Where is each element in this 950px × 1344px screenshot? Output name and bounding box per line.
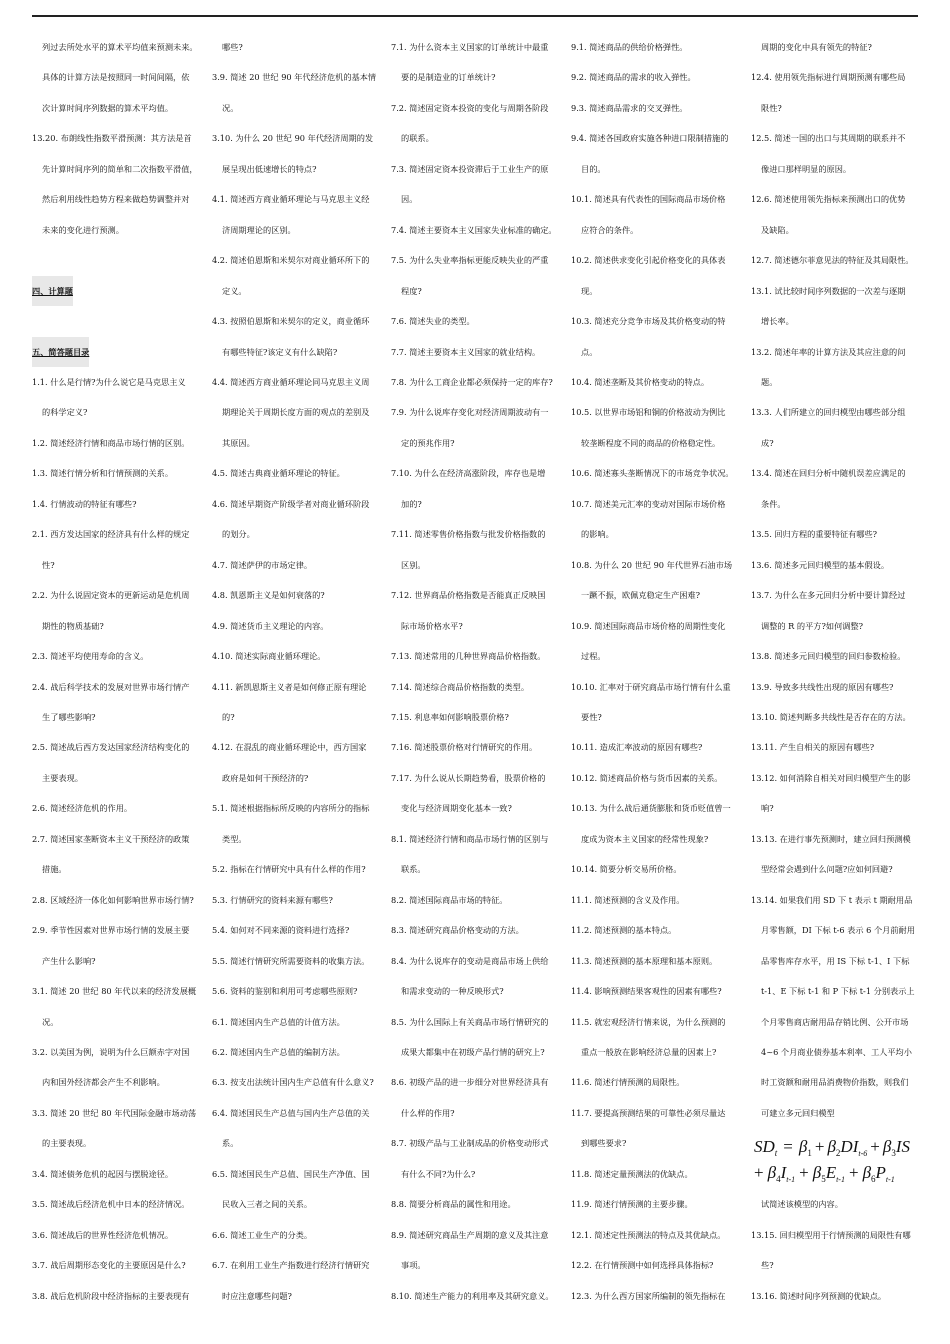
text-line: 定义。 (222, 285, 247, 296)
blank-line (32, 245, 206, 275)
text-line: 13.7. 为什么在多元回归分析中要计算经过 (751, 590, 906, 601)
text-line: 目的。 (581, 163, 606, 174)
text-line: 联系。 (401, 864, 426, 875)
text-line: 要性? (581, 711, 602, 722)
text-line: 的划分。 (222, 529, 255, 540)
section-heading (32, 276, 206, 306)
text-line: 济周期理论的区别。 (222, 224, 296, 235)
text-line: 的影响。 (581, 529, 614, 540)
text-line: 13.4. 简述在回归分析中随机误差应满足的 (751, 468, 906, 479)
text-line: 7.7. 简述主要资本主义国家的就业结构。 (391, 346, 541, 357)
text-line: 和需求变动的一种反映形式? (401, 986, 504, 997)
column-3 (391, 32, 563, 1311)
column-2 (212, 32, 384, 1311)
text-line: 响? (761, 803, 774, 814)
text-line: 12.4. 使用领先指标进行周期预测有哪些局 (751, 72, 906, 83)
text-line: 7.5. 为什么失业率指标更能反映失业的严重 (391, 255, 549, 266)
text-line: t-1、E 下标 t-1 和 P 下标 t-1 分别表示上 (761, 986, 915, 997)
text-line: 内和国外经济都会产生不利影响。 (42, 1077, 165, 1088)
text-line: 10.1. 简述具有代表性的国际商品市场价格 (571, 194, 726, 205)
text-line: 7.2. 简述固定资本投资的变化与周期各阶段 (391, 102, 549, 113)
text-line: 些? (761, 1260, 774, 1271)
text-line: 2.3. 简述平均使用寿命的含义。 (32, 651, 149, 662)
text-line: 8.4. 为什么说库存的变动是商品市场上供给 (391, 955, 549, 966)
text-line: 系。 (222, 1138, 239, 1149)
text-line: 9.3. 简述商品需求的交叉弹性。 (571, 102, 688, 113)
text-line: 10.8. 为什么 20 世纪 90 年代世界石油市场 (571, 559, 733, 570)
text-line: 主要表现。 (42, 772, 83, 783)
text-line: 然后利用线性趋势方程来做趋势调整并对 (42, 194, 190, 205)
text-line: 增长率。 (761, 316, 794, 327)
text-line: 11.1. 简述预测的含义及作用。 (571, 894, 685, 905)
text-line: 13.1. 试比较时间序列数据的一次差与逐期 (751, 285, 906, 296)
column-5 (751, 32, 921, 1311)
section-heading (32, 337, 206, 367)
text-line: 11.2. 简述预测的基本特点。 (571, 925, 677, 936)
text-line: 题。 (761, 376, 778, 387)
text-line: 际市场价格水平? (401, 620, 463, 631)
text-line: 5.1. 简述根据指标所反映的内容所分的指标 (212, 803, 370, 814)
svg-text:+β4It-1+β5Et-1+β6Pt-1: + $\beta_4I_{t-1} + \beta_5E_{t-1} + \beta_6P_{t-1}$ (754, 1163, 895, 1184)
text-line: 重点一般放在影响经济总量的因素上? (581, 1046, 717, 1057)
text-line: 有哪些特征?该定义有什么缺陷? (222, 346, 338, 357)
text-line: 4.7. 简述萨伊的市场定律。 (212, 559, 313, 570)
text-line: 民收入三者之间的关系。 (222, 1199, 313, 1210)
blank-line (32, 306, 206, 336)
text-line: 6.7. 在利用工业生产指数进行经济行情研究 (212, 1260, 370, 1271)
text-line: 度成为资本主义国家的经常性现象? (581, 833, 709, 844)
text-line: 10.4. 简述垄断及其价格变动的特点。 (571, 376, 710, 387)
text-line: 1.2. 简述经济行情和商品市场行情的区别。 (32, 437, 190, 448)
text-line: 程度? (401, 285, 422, 296)
text-line: 展呈现出低速增长的特点? (222, 163, 317, 174)
text-line: 5.4. 如何对不同来源的资料进行选择? (212, 925, 350, 936)
text-line: 9.2. 简述商品的需求的收入弹性。 (571, 72, 696, 83)
text-line: 次计算时间序列数据的算术平均值。 (42, 102, 174, 113)
text-line: 时工资额和耐用品消费物价指数，则我们 (761, 1077, 909, 1088)
text-line: 周期的变化中具有领先的特征? (761, 42, 872, 52)
text-line: 的主要表现。 (42, 1138, 92, 1149)
text-line: 8.2. 简述国际商品市场的特征。 (391, 894, 508, 905)
text-line: 6.5. 简述国民生产总值、国民生产净值、国 (212, 1168, 370, 1179)
text-line: 4.3. 按照伯恩斯和米契尔的定义，商业循环 (212, 316, 370, 327)
text-line: 6.1. 简述国内生产总值的计值方法。 (212, 1016, 345, 1027)
text-line: 10.10. 汇率对于研究商品市场行情有什么重 (571, 681, 731, 692)
text-line: 13.11. 产生自相关的原因有哪些? (751, 742, 875, 753)
text-line: 13.15. 回归模型用于行情预测的局限性有哪 (751, 1229, 911, 1240)
text-line: 条件。 (761, 498, 786, 509)
text-line: 11.3. 简述预测的基本原理和基本原则。 (571, 955, 718, 966)
text-line: 8.1. 简述经济行情和商品市场行情的区别与 (391, 833, 549, 844)
text-line: 9.4. 简述各国政府实施各种进口限制措施的 (571, 133, 729, 144)
svg-text:SDt=β1+β2DIt-6+β3IS: $SD_t = \beta_1 + \beta_2DI_{t-6} + \beta_3IS$ (754, 1137, 910, 1158)
text-line: 4~6 个月商业债券基本利率、工人平均小 (761, 1046, 912, 1057)
text-line: 12.2. 在行情预测中如何选择具体指标? (571, 1260, 714, 1271)
text-line: 10.7. 简述美元汇率的变动对国际市场价格 (571, 498, 726, 509)
text-line: 10.11. 造成汇率波动的原因有哪些? (571, 742, 703, 753)
text-line: 点。 (581, 346, 598, 357)
text-line: 10.13. 为什么战后通货膨胀和货币贬值曾一 (571, 803, 731, 814)
text-line: 产生什么影响? (42, 955, 96, 966)
text-line: 月零售额，DI 下标 t-6 表示 6 个月前耐用 (761, 925, 915, 936)
text-line: 12.6. 简述使用领先指标来预测出口的优势 (751, 194, 906, 205)
text-line: 8.9. 简述研究商品生产周期的意义及其注意 (391, 1229, 549, 1240)
section-heading-text: 四、计算题 (32, 276, 73, 306)
text-line: 调整的 R 的平方?如何调整? (761, 620, 864, 631)
text-line: 1.1. 什么是行情?为什么说它是马克思主义 (32, 376, 186, 387)
text-line: 10.14. 简要分析交易所价格。 (571, 864, 682, 875)
text-line: 13.9. 导致多共线性出现的原因有哪些? (751, 681, 894, 692)
text-line: 10.12. 简述商品价格与货币因素的关系。 (571, 772, 723, 783)
text-line: 4.8. 凯恩斯主义是如何衰落的? (212, 590, 325, 601)
text-line: 2.7. 简述国家垄断资本主义干预经济的政策 (32, 833, 190, 844)
text-line: 应符合的条件。 (581, 224, 639, 235)
text-line: 9.1. 简述商品的供给价格弹性。 (571, 42, 688, 52)
text-line: 现。 (581, 285, 598, 296)
text-line: 个月零售商店耐用品存销比例、公开市场 (761, 1016, 909, 1027)
text-line: 12.3. 为什么西方国家所编制的领先指标在 (571, 1290, 726, 1301)
text-line: 13.12. 如何消除自相关对回归模型产生的影 (751, 772, 911, 783)
text-line: 6.2. 简述国内生产总值的编制方法。 (212, 1046, 345, 1057)
column-4 (571, 32, 743, 1311)
text-line: 成? (761, 437, 774, 448)
text-line: 12.5. 简述一国的出口与其周期的联系并不 (751, 133, 906, 144)
text-line: 类型。 (222, 833, 247, 844)
text-line: 7.14. 简述综合商品价格指数的类型。 (391, 681, 530, 692)
text-line: 5.2. 指标在行情研究中具有什么样的作用? (212, 864, 366, 875)
text-line: 过程。 (581, 651, 606, 662)
text-line: 2.8. 区域经济一体化如何影响世界市场行情? (32, 894, 194, 905)
text-line: 10.9. 简述国际商品市场价格的周期性变化 (571, 620, 726, 631)
text-line: 2.5. 简述战后西方发达国家经济结构变化的 (32, 742, 190, 753)
text-line: 政府是如何干预经济的? (222, 772, 309, 783)
text-line: 3.7. 战后周期形态变化的主要原因是什么? (32, 1260, 186, 1271)
text-line: 3.5. 简述战后经济危机中日本的经济情况。 (32, 1199, 190, 1210)
text-line: 什么样的作用? (401, 1107, 455, 1118)
text-line: 3.2. 以美国为例，说明为什么巨额赤字对国 (32, 1046, 190, 1057)
text-line: 4.10. 简述实际商业循环理论。 (212, 651, 326, 662)
text-line: 8.3. 简述研究商品价格变动的方法。 (391, 925, 524, 936)
text-line: 12.1. 简述定性预测法的特点及其优缺点。 (571, 1229, 726, 1240)
text-line: 13.8. 简述多元回归模型的回归参数检验。 (751, 651, 906, 662)
text-line: 13.5. 回归方程的重要特征有哪些? (751, 529, 878, 540)
text-line: 7.1. 为什么资本主义国家的订单统计中最重 (391, 42, 549, 52)
text-line: 10.5. 以世界市场铝和铜的价格波动为例比 (571, 407, 726, 418)
text-line: 2.1. 西方发达国家的经济具有什么样的规定 (32, 529, 190, 540)
text-line: 品零售库存水平，用 IS 下标 t-1、I 下标 (761, 955, 910, 966)
text-line: 况。 (42, 1016, 59, 1027)
text-line: 2.4. 战后科学技术的发展对世界市场行情产 (32, 681, 190, 692)
text-line: 13.10. 简述判断多共线性是否存在的方法。 (751, 711, 911, 722)
text-line: 7.9. 为什么说库存变化对经济周期波动有一 (391, 407, 549, 418)
text-line: 要的是制造业的订单统计? (401, 72, 496, 83)
text-line: 4.6. 简述早期资产阶级学者对商业循环阶段 (212, 498, 370, 509)
text-line: 10.6. 简述寡头垄断情况下的市场竞争状况。 (571, 468, 734, 479)
text-line: 13.2. 简述年率的计算方法及其应注意的问 (751, 346, 906, 357)
text-line: 的? (222, 711, 235, 722)
text-line: 区别。 (401, 559, 426, 570)
text-line: 5.5. 简述行情研究所需要资料的收集方法。 (212, 955, 370, 966)
text-line: 5.6. 资料的鉴别和利用可考虑哪些原则? (212, 986, 358, 997)
text-line: 8.6. 初级产品的进一步细分对世界经济具有 (391, 1077, 549, 1088)
text-line: 生了哪些影响? (42, 711, 96, 722)
text-line: 4.2. 简述伯恩斯和米契尔对商业循环所下的 (212, 255, 370, 266)
text-line: 7.17. 为什么说从长期趋势看，股票价格的 (391, 772, 546, 783)
text-line: 先计算时间序列的简单和二次指数平滑值， (42, 163, 198, 174)
text-line: 性? (42, 559, 55, 570)
text-line: 8.5. 为什么国际上有关商品市场行情研究的 (391, 1016, 549, 1027)
text-line: 因。 (401, 194, 418, 205)
section-heading-text: 五、简答题目录 (32, 337, 89, 367)
text-line: 6.3. 按支出法统计国内生产总值有什么意义? (212, 1077, 374, 1088)
text-line: 2.6. 简述经济危机的作用。 (32, 803, 133, 814)
text-line: 7.8. 为什么工商企业都必须保持一定的库存? (391, 376, 553, 387)
text-line: 3.3. 简述 20 世纪 80 年代国际金融市场动荡 (32, 1107, 197, 1118)
text-line: 及缺陷。 (761, 224, 794, 235)
text-line: 况。 (222, 102, 239, 113)
text-line: 11.7. 要提高预测结果的可靠性必须尽量达 (571, 1107, 726, 1118)
text-line: 一蹶不振，欧佩克稳定生产困难? (581, 590, 701, 601)
text-line: 7.6. 简述失业的类型。 (391, 316, 475, 327)
text-line: 11.5. 就宏观经济行情来说，为什么预测的 (571, 1016, 726, 1027)
text-line: 未来的变化进行预测。 (42, 224, 124, 235)
text-line: 3.8. 战后危机阶段中经济指标的主要表现有 (32, 1290, 190, 1301)
text-line: 4.4. 简述西方商业循环理论同马克思主义周 (212, 376, 370, 387)
regression-formula (752, 1132, 948, 1188)
text-line: 11.4. 影响预测结果客观性的因素有哪些? (571, 986, 722, 997)
text-line: 13.3. 人们所建立的回归模型由哪些部分组 (751, 407, 906, 418)
text-line: 成果大都集中在初级产品行情的研究上? (401, 1046, 545, 1057)
text-line: 13.14. 如果我们用 SD 下 t 表示 t 期耐用品 (751, 894, 913, 905)
text-line: 8.10. 简述生产能力的利用率及其研究意义。 (391, 1290, 554, 1301)
text-line: 有什么不同?为什么? (401, 1168, 476, 1179)
text-line: 限性? (761, 102, 782, 113)
text-line: 4.1. 简述西方商业循环理论与马克思主义经 (212, 194, 370, 205)
text-line: 7.10. 为什么在经济高涨阶段，库存也是增 (391, 468, 546, 479)
text-line: 较垄断程度不同的商品的价格稳定性。 (581, 437, 721, 448)
text-line: 措施。 (42, 864, 67, 875)
text-line: 到哪些要求? (581, 1138, 627, 1149)
text-line: 具体的计算方法是按照同一时间间隔，依 (42, 72, 190, 83)
text-line: 5.3. 行情研究的资料来源有哪些? (212, 894, 333, 905)
text-line: 8.7. 初级产品与工业制成品的价格变动形式 (391, 1138, 549, 1149)
text-line: 12.7. 简述德尔菲意见法的特征及其局限性。 (751, 255, 914, 266)
text-line: 的科学定义? (42, 407, 88, 418)
text-line: 4.11. 新凯恩斯主义者是如何修正原有理论 (212, 681, 367, 692)
text-line: 时应注意哪些问题? (222, 1290, 292, 1301)
text-line: 7.16. 简述股票价格对行情研究的作用。 (391, 742, 538, 753)
text-line: 3.1. 简述 20 世纪 80 年代以来的经济发展概 (32, 986, 197, 997)
text-line: 3.4. 简述债务危机的起因与摆脱途径。 (32, 1168, 174, 1179)
text-line: 哪些? (222, 42, 243, 52)
text-line: 试简述该模型的内容。 (761, 1199, 843, 1210)
text-line: 8.8. 简要分析商品的属性和用途。 (391, 1199, 516, 1210)
text-line: 3.6. 简述战后的世界性经济危机情况。 (32, 1229, 174, 1240)
text-line: 期性的物质基础? (42, 620, 104, 631)
text-line: 事项。 (401, 1260, 426, 1271)
text-line: 7.11. 简述零售价格指数与批发价格指数的 (391, 529, 546, 540)
text-line: 3.10. 为什么 20 世纪 90 年代经济周期的发 (212, 133, 374, 144)
text-line: 7.13. 简述常用的几种世界商品价格指数。 (391, 651, 546, 662)
text-line: 2.2. 为什么说固定资本的更新运动是危机周 (32, 590, 190, 601)
text-line: 加的? (401, 498, 422, 509)
text-line: 期理论关于周期长度方面的观点的差别及 (222, 407, 370, 418)
text-line: 4.9. 简述货币主义理论的内容。 (212, 620, 329, 631)
text-line: 4.5. 简述古典商业循环理论的特征。 (212, 468, 345, 479)
text-line: 7.3. 简述固定资本投资滞后于工业生产的原 (391, 163, 549, 174)
text-line: 10.3. 简述充分竞争市场及其价格变动的特 (571, 316, 726, 327)
text-line: 4.12. 在混乱的商业循环理论中，西方国家 (212, 742, 367, 753)
text-line: 像进口那样明显的原因。 (761, 163, 852, 174)
text-line: 13.20. 布朗线性指数平滑预测：其方法是首 (32, 133, 192, 144)
text-line: 可建立多元回归模型 (761, 1107, 835, 1118)
text-line: 型经常会遇到什么问题?应如何回避? (761, 864, 893, 875)
text-line: 6.6. 简述工业生产的分类。 (212, 1229, 313, 1240)
text-line: 11.9. 简述行情预测的主要步骤。 (571, 1199, 693, 1210)
text-line: 3.9. 简述 20 世纪 90 年代经济危机的基本情 (212, 72, 377, 83)
text-line: 定的预兆作用? (401, 437, 455, 448)
text-line: 13.6. 简述多元回归模型的基本假设。 (751, 559, 890, 570)
top-rule (32, 15, 918, 17)
text-line: 11.6. 简述行情预测的局限性。 (571, 1077, 685, 1088)
text-line: 变化与经济周期变化基本一致? (401, 803, 512, 814)
text-line: 11.8. 简述定量预测法的优缺点。 (571, 1168, 693, 1179)
text-line: 2.9. 季节性因素对世界市场行情的发展主要 (32, 925, 190, 936)
text-line: 13.13. 在进行事先预测时，建立回归预测模 (751, 833, 911, 844)
text-line: 7.4. 简述主要资本主义国家失业标准的确定。 (391, 224, 557, 235)
text-line: 1.4. 行情波动的特征有哪些? (32, 498, 137, 509)
text-line: 1.3. 简述行情分析和行情预测的关系。 (32, 468, 174, 479)
text-line: 13.16. 简述时间序列预测的优缺点。 (751, 1290, 887, 1301)
text-line: 7.15. 利息率如何影响股票价格? (391, 711, 509, 722)
text-line: 7.12. 世界商品价格指数是否能真正反映国 (391, 590, 546, 601)
text-line: 其原因。 (222, 437, 255, 448)
column-1 (32, 32, 206, 1311)
text-line: 的联系。 (401, 133, 434, 144)
text-line: 6.4. 简述国民生产总值与国内生产总值的关 (212, 1107, 370, 1118)
text-line: 10.2. 简述供求变化引起价格变化的具体表 (571, 255, 726, 266)
text-line: 列过去所处水平的算术平均值来预测未来。 (42, 42, 198, 52)
